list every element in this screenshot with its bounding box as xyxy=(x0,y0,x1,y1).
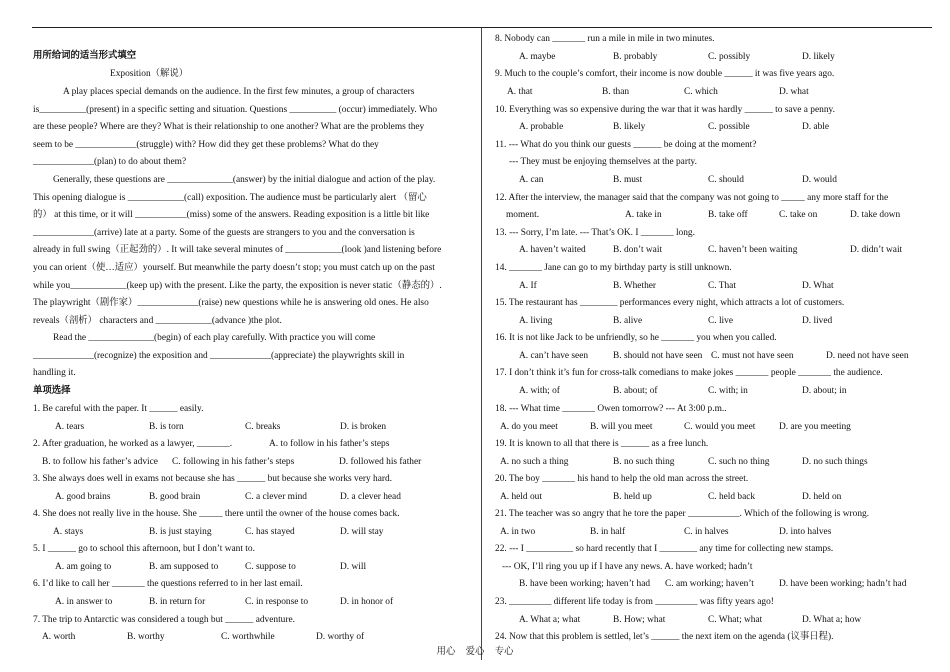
option: B. in return for xyxy=(149,597,206,607)
option: A. that xyxy=(507,87,533,97)
passage-line: are these people? Where are they? What is their relationship to one another? What are the problems they xyxy=(33,122,425,132)
option: C. would you meet xyxy=(684,422,756,432)
passage-line: The playwright（剧作家）_____________(raise) new questions while he is answering old ones. He also xyxy=(33,298,429,308)
option: A. If xyxy=(519,281,537,291)
option: B. worthy xyxy=(127,632,165,642)
question-stem: 12. After the interview, the manager said that the company was not going to _____ any more staff for the xyxy=(495,193,889,203)
option: D. didn’t wait xyxy=(850,245,903,255)
option: B. held up xyxy=(613,492,652,502)
option: B. is torn xyxy=(149,422,184,432)
option: B. than xyxy=(602,87,630,97)
option: B. don’t wait xyxy=(613,245,663,255)
passage-line: already in full swing（正起劲的）. It will take several minutes of ____________(look )and listening before xyxy=(33,245,442,255)
option: A. can xyxy=(519,175,544,185)
option: A. tears xyxy=(55,422,85,432)
option: A. do you meet xyxy=(500,422,558,432)
option: D. would xyxy=(802,175,837,185)
option: D. a clever head xyxy=(340,492,401,502)
question-stem: 1. Be careful with the paper. It ______ easily. xyxy=(33,404,204,414)
option: C. live xyxy=(708,316,733,326)
passage-line: _____________(recognize) the exposition and _____________(appreciate) the playwrights skill in xyxy=(33,351,405,361)
option: C. has stayed xyxy=(245,527,295,537)
option: A. in answer to xyxy=(55,597,113,607)
question-stem-reply: --- They must be enjoying themselves at the party. xyxy=(509,157,697,167)
question-stem: 2. After graduation, he worked as a lawyer, _______. A. to follow in his father’s steps xyxy=(33,439,390,449)
option: C. possibly xyxy=(708,52,751,62)
section-heading-fill-in: 用所给词的适当形式填空 xyxy=(33,51,137,61)
option: D. take down xyxy=(850,210,901,220)
passage-line: seem to be _____________(struggle) with? How did they get these problems? What do they xyxy=(33,140,379,150)
option: B. is just staying xyxy=(149,527,212,537)
option: B. likely xyxy=(613,122,646,132)
question-stem: 8. Nobody can _______ run a mile in mile in two minutes. xyxy=(495,34,715,44)
option: A. maybe xyxy=(519,52,556,62)
option: C. following in his father’s steps xyxy=(172,457,295,467)
question-stem: 7. The trip to Antarctic was considered a tough but ______ adventure. xyxy=(33,615,295,625)
question-stem-reply: --- OK, I’ll ring you up if I have any news. A. have worked; hadn’t xyxy=(502,562,753,572)
question-stem: 23. _________ different life today is from _________ was fifty years ago! xyxy=(495,597,774,607)
option: C. worthwhile xyxy=(221,632,275,642)
option: B. to follow his father’s advice xyxy=(42,457,158,467)
question-stem: 13. --- Sorry, I’m late. --- That’s OK. I _______ long. xyxy=(495,228,695,238)
option: D. need not have seen xyxy=(826,351,909,361)
section-heading-multiple-choice: 单项选择 xyxy=(33,386,71,396)
option: D. What xyxy=(802,281,834,291)
option: A. worth xyxy=(42,632,76,642)
option: A. held out xyxy=(500,492,542,502)
option: D. will stay xyxy=(340,527,384,537)
option: A. living xyxy=(519,316,553,326)
question-stem: 15. The restaurant has ________ performances every night, which attracts a lot of customers. xyxy=(495,298,845,308)
passage-line: _____________(arrive) late at a party. Some of the guests are strangers to you and the conversation is xyxy=(33,228,415,238)
option: B. good brain xyxy=(149,492,201,502)
option: A. good brains xyxy=(55,492,111,502)
option: B. take off xyxy=(708,210,748,220)
question-stem: 18. --- What time _______ Owen tomorrow? --- At 3:00 p.m.. xyxy=(495,404,727,414)
option: C. breaks xyxy=(245,422,281,432)
option: A. no such a thing xyxy=(500,457,569,467)
option: C. What; what xyxy=(708,615,763,625)
option: D. lived xyxy=(802,316,833,326)
option: B. no such thing xyxy=(613,457,675,467)
option: C. take on xyxy=(779,210,818,220)
option: C. should xyxy=(708,175,744,185)
option: B. alive xyxy=(613,316,643,326)
option: C. suppose to xyxy=(245,562,296,572)
option: D. about; in xyxy=(802,386,847,396)
passage-line: reveals（剖析） characters and ____________(advance )the plot. xyxy=(33,316,282,326)
option: A. probable xyxy=(519,122,564,132)
option: B. in half xyxy=(590,527,626,537)
option: D. is broken xyxy=(340,422,387,432)
option: D. held on xyxy=(802,492,842,502)
question-stem: 5. I ______ go to school this afternoon, but I don’t want to. xyxy=(33,544,255,554)
option: C. with; in xyxy=(708,386,748,396)
option: A. take in xyxy=(625,210,662,220)
option: B. must xyxy=(613,175,643,185)
passage-line: A play places special demands on the audience. In the first few minutes, a group of characters xyxy=(63,87,415,97)
question-stem: 21. The teacher was so angry that he tore the paper ___________. Which of the following is wrong. xyxy=(495,509,870,519)
option: C. possible xyxy=(708,122,750,132)
option: C. am working; haven’t xyxy=(665,579,754,589)
passage-line: handling it. xyxy=(33,368,76,378)
question-stem: 24. Now that this problem is settled, let’s ______ the next item on the agenda (议事日程). xyxy=(495,632,834,642)
option: D. what xyxy=(779,87,809,97)
option: D. into halves xyxy=(779,527,832,537)
option: A. am going to xyxy=(55,562,112,572)
question-stem: 16. It is not like Jack to be unfriendly, so he _______ you when you called. xyxy=(495,333,777,343)
option: C. in response to xyxy=(245,597,309,607)
option: D. will xyxy=(340,562,367,572)
option: A. What a; what xyxy=(519,615,581,625)
option: C. must not have seen xyxy=(711,351,794,361)
question-stem: 20. The boy _______ his hand to help the old man across the street. xyxy=(495,474,749,484)
passage-line: while you____________(keep up) with the present. Like the party, the exposition is never static（静态的）. xyxy=(33,281,442,291)
option: D. able xyxy=(802,122,830,132)
option: D. worthy of xyxy=(316,632,365,642)
option: A. in two xyxy=(500,527,536,537)
option: C. such no thing xyxy=(708,457,770,467)
top-rule xyxy=(32,27,932,28)
option: C. haven’t been waiting xyxy=(708,245,798,255)
passage-line: _____________(plan) to do about them? xyxy=(33,157,187,167)
option: B. probably xyxy=(613,52,658,62)
passage-line: This opening dialogue is ____________(call) exposition. The audience must be particularly alert （留心 xyxy=(33,193,427,203)
option: B. have been working; haven’t had xyxy=(519,579,651,589)
option: B. should not have seen xyxy=(613,351,703,361)
option: C. which xyxy=(684,87,718,97)
option: C. held back xyxy=(708,492,756,502)
option: B. will you meet xyxy=(590,422,653,432)
page-footer: 用心 爱心 专心 xyxy=(436,647,514,657)
question-stem-continued: moment. xyxy=(506,210,540,220)
option: A. haven’t waited xyxy=(519,245,586,255)
passage-title: Exposition（解说） xyxy=(110,69,189,79)
option: A. to follow in his father’s steps xyxy=(269,439,390,449)
passage-line: Generally, these questions are ______________(answer) by the initial dialogue and action of the play. xyxy=(53,175,436,185)
option: C. That xyxy=(708,281,736,291)
question-stem: 4. She does not really live in the house. She _____ there until the owner of the house comes back. xyxy=(33,509,400,519)
option: C. a clever mind xyxy=(245,492,307,502)
option: D. followed his father xyxy=(339,457,422,467)
option: A. can’t have seen xyxy=(519,351,589,361)
option: D. likely xyxy=(802,52,835,62)
option: B. am supposed to xyxy=(149,562,219,572)
option: D. in honor of xyxy=(340,597,394,607)
option: A. with; of xyxy=(519,386,560,396)
question-stem: 17. I don’t think it’s fun for cross-talk comedians to make jokes _______ people _______ the audience. xyxy=(495,368,883,378)
question-stem: 19. It is known to all that there is ______ as a free lunch. xyxy=(495,439,709,449)
option: D. What a; how xyxy=(802,615,862,625)
passage-line: is__________(present) in a specific setting and situation. Questions __________ (occur) immediately. Who xyxy=(33,105,438,115)
question-stem: 11. --- What do you think our guests ______ be doing at the moment? xyxy=(495,140,757,150)
question-stem: 9. Much to the couple’s comfort, their income is now double ______ it was five years ago. xyxy=(495,69,835,79)
option: B. about; of xyxy=(613,386,658,396)
question-stem: 6. I’d like to call her _______ the questions referred to in her last email. xyxy=(33,579,303,589)
option: D. have been working; hadn’t had xyxy=(779,579,907,589)
option: A. stays xyxy=(53,527,84,537)
question-stem: 10. Everything was so expensive during the war that it was hardly ______ to save a penny. xyxy=(495,105,835,115)
option: D. are you meeting xyxy=(779,422,851,432)
option: D. no such things xyxy=(802,457,868,467)
passage-line: Read the ______________(begin) of each play carefully. With practice you will come xyxy=(53,333,376,343)
question-stem: 3. She always does well in exams not because she has ______ but because she works very hard. xyxy=(33,474,393,484)
option: C. in halves xyxy=(684,527,729,537)
option: B. Whether xyxy=(613,281,657,291)
passage-line: you can orient（使…适应）yourself. But meanwhile the party doesn’t stop; you must catch up on the past xyxy=(33,263,435,273)
column-divider xyxy=(481,28,482,660)
question-stem: 14. _______ Jane can go to my birthday party is still unknown. xyxy=(495,263,732,273)
option: B. How; what xyxy=(613,615,666,625)
passage-line: 的） at this time, or it will ___________(miss) some of the answers. Reading exposition is a little bit like xyxy=(33,210,430,220)
question-stem: 22. --- I __________ so hard recently that I ________ any time for collecting new stamps. xyxy=(495,544,834,554)
